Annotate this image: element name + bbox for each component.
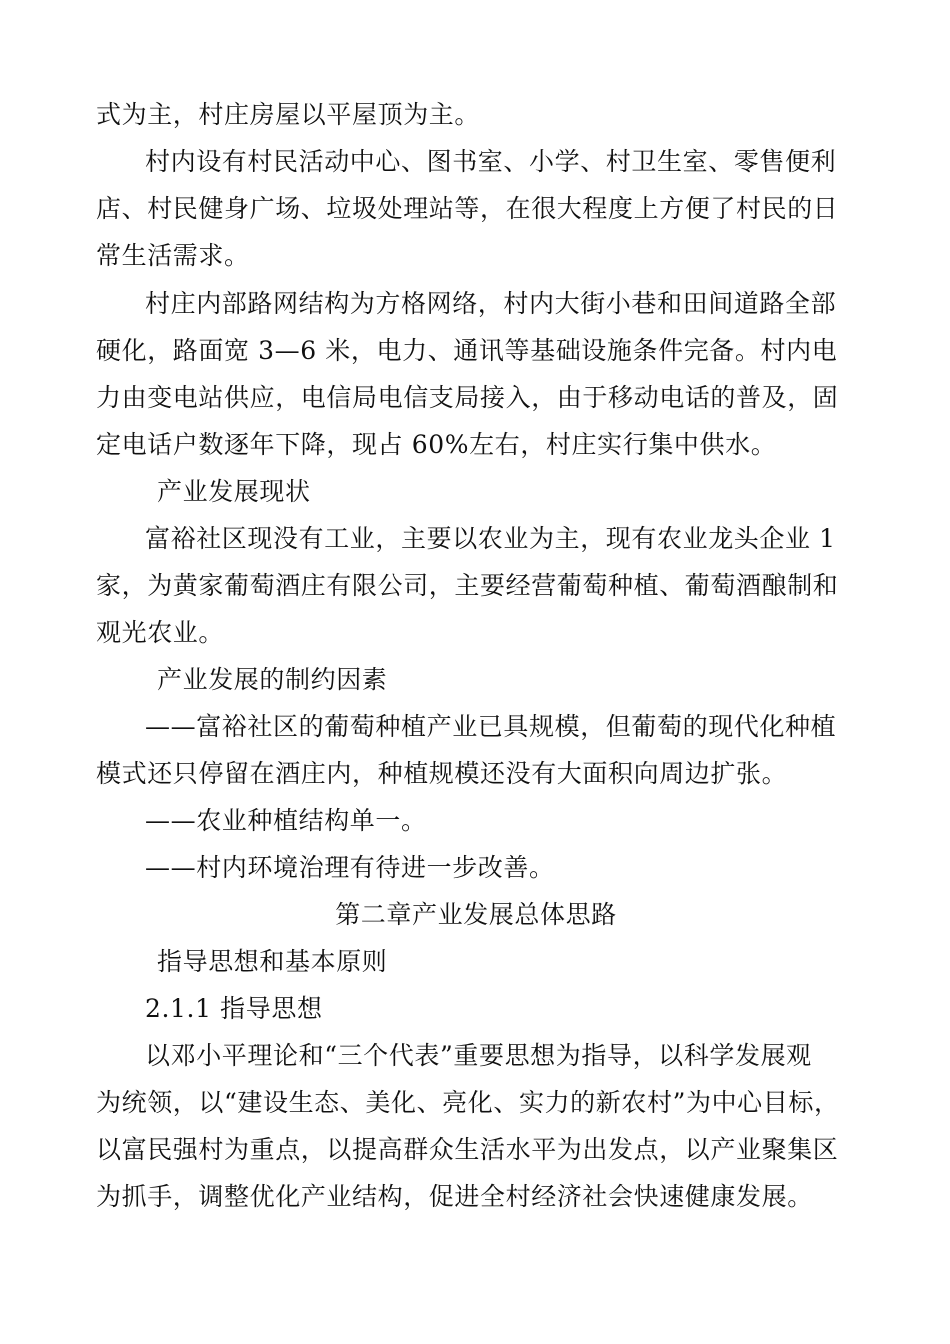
paragraph-roads-line: 硬化，路面宽 3—6 米，电力、通讯等基础设施条件完备。村内电 — [96, 336, 838, 365]
constraint-item-line: 模式还只停留在酒庄内，种植规模还没有大面积向周边扩张。 — [96, 759, 788, 788]
paragraph-guiding-line: 为抓手，调整优化产业结构，促进全村经济社会快速健康发展。 — [96, 1182, 813, 1211]
section-heading: 产业发展现状 — [157, 477, 311, 506]
paragraph-guiding-line: 为统领，以“建设生态、美化、亮化、实力的新农村”为中心目标， — [96, 1088, 840, 1117]
text-line: 式为主，村庄房屋以平屋顶为主。 — [96, 100, 481, 129]
paragraph-roads-line: 村庄内部路网结构为方格网络，村内大街小巷和田间道路全部 — [145, 289, 837, 318]
section-heading: 产业发展的制约因素 — [157, 665, 388, 694]
paragraph-facilities-line: 常生活需求。 — [96, 241, 250, 270]
paragraph-facilities-line: 店、村民健身广场、垃圾处理站等，在很大程度上方便了村民的日 — [96, 194, 839, 223]
paragraph-industry-line: 观光农业。 — [96, 618, 225, 647]
paragraph-facilities-line: 村内设有村民活动中心、图书室、小学、村卫生室、零售便利 — [145, 147, 837, 176]
constraint-item-line: ——农业种植结构单一。 — [145, 806, 427, 835]
paragraph-guiding-line: 以富民强村为重点，以提高群众生活水平为出发点，以产业聚集区 — [96, 1135, 839, 1164]
paragraph-industry-line: 富裕社区现没有工业，主要以农业为主，现有农业龙头企业 1 — [145, 524, 836, 553]
paragraph-roads-line: 定电话户数逐年下降，现占 60%左右，村庄实行集中供水。 — [96, 430, 777, 459]
paragraph-industry-line: 家，为黄家葡萄酒庄有限公司，主要经营葡萄种植、葡萄酒酿制和 — [96, 571, 839, 600]
constraint-item-line: ——富裕社区的葡萄种植产业已具规模，但葡萄的现代化种植 — [145, 712, 837, 741]
chapter-title: 第二章产业发展总体思路 — [335, 900, 617, 929]
paragraph-guiding-line: 以邓小平理论和“三个代表”重要思想为指导，以科学发展观 — [145, 1041, 812, 1070]
section-heading: 指导思想和基本原则 — [157, 947, 388, 976]
subsection-heading: 2.1.1 指导思想 — [145, 994, 323, 1023]
paragraph-roads-line: 力由变电站供应，电信局电信支局接入，由于移动电话的普及，固 — [96, 383, 839, 412]
constraint-item-line: ——村内环境治理有待进一步改善。 — [145, 853, 555, 882]
